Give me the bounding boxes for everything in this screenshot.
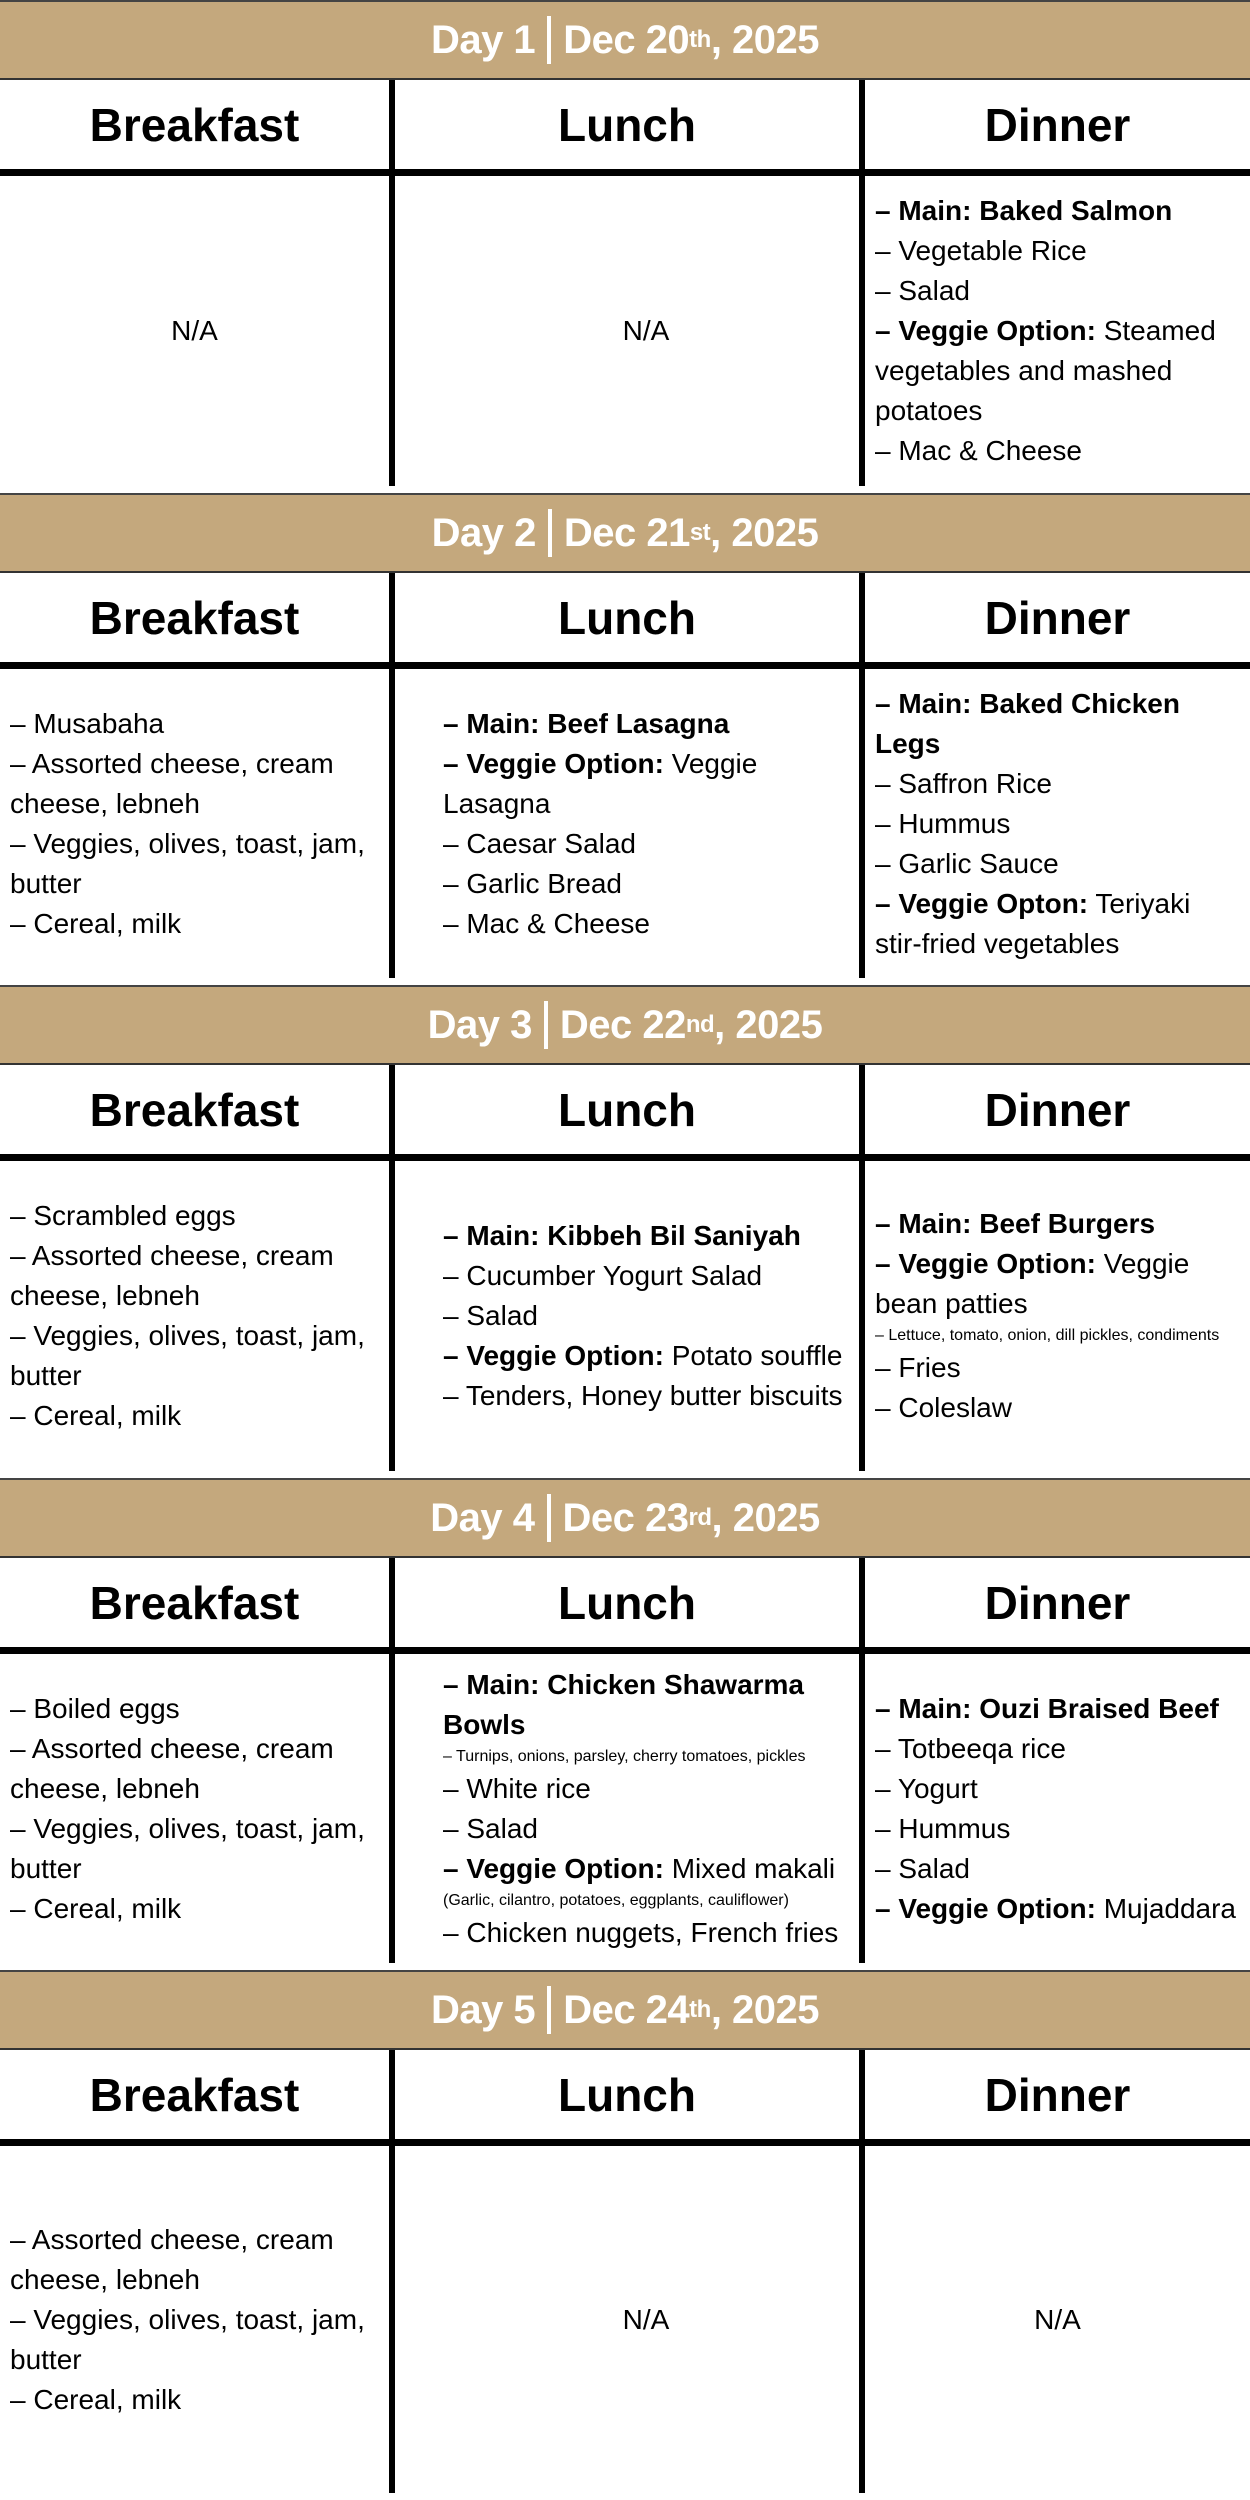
meal-cell-lunch	[389, 1161, 859, 1471]
meal-cell-lunch	[389, 176, 859, 486]
day-label: Day 3	[427, 1002, 532, 1047]
menu-item	[10, 1689, 379, 1729]
menu-item	[875, 311, 1240, 431]
not-available: N/A	[1034, 2303, 1081, 2335]
meal-header-row	[0, 2050, 1250, 2146]
menu-item	[875, 1324, 1240, 1348]
day-label: Day 1	[430, 17, 536, 62]
menu-item-note: – Turnips, onions, parsley, cherry tomatoes, pickles	[443, 1747, 806, 1765]
menu-item-text: – White rice	[443, 1772, 591, 1804]
menu-item-text: – Hummus	[875, 807, 1011, 839]
day-section	[0, 493, 1250, 985]
meal-cell-breakfast	[0, 669, 389, 978]
menu-item-bold: – Veggie Option:	[875, 315, 1096, 346]
meal-header-label: Breakfast	[89, 2068, 300, 2121]
menu-item	[443, 1256, 849, 1296]
meal-header-label: Breakfast	[89, 98, 300, 151]
day-year: , 2025	[711, 1495, 820, 1540]
meal-header-label: Lunch	[558, 1083, 696, 1136]
meal-header-lunch	[389, 1558, 859, 1647]
meal-header-label: Dinner	[984, 98, 1131, 151]
menu-item	[443, 1665, 849, 1745]
menu-item-bold: – Main: Baked Salmon	[875, 195, 1173, 226]
menu-item-text: – Boiled eggs	[10, 1692, 180, 1724]
menu-item-bold: – Main: Chicken Shawarma Bowls	[443, 1668, 805, 1740]
meal-cell-breakfast	[0, 176, 389, 486]
meal-header-row	[0, 1558, 1250, 1654]
menu-item-text: – Saffron Rice	[875, 767, 1052, 799]
day-section	[0, 1478, 1250, 1970]
menu-item-text: – Salad	[443, 1812, 538, 1844]
menu-item-bold: – Veggie Opton:	[875, 887, 1089, 919]
day-label: Day 5	[430, 1987, 536, 2032]
menu-item-text: – Veggies, olives, toast, jam, butter	[10, 1320, 365, 1391]
menu-item-text: – Tenders, Honey butter biscuits	[443, 1380, 843, 1411]
menu-item	[10, 904, 379, 944]
not-available: N/A	[622, 315, 670, 346]
meal-header-dinner	[859, 80, 1250, 169]
menu-item	[10, 1196, 379, 1236]
menu-item	[875, 1244, 1240, 1324]
menu-item-text: – Caesar Salad	[443, 827, 637, 859]
menu-item-bold: – Veggie Option:	[875, 1892, 1096, 1924]
meal-header-label: Dinner	[984, 1576, 1131, 1629]
menu-item-text: – Assorted cheese, cream cheese, lebneh	[10, 747, 334, 819]
meal-header-dinner	[859, 1558, 1250, 1647]
menu-item	[10, 2220, 379, 2300]
day-year: , 2025	[710, 1987, 820, 2032]
meal-cell-breakfast	[0, 1161, 389, 1471]
meal-cell-dinner	[859, 176, 1250, 486]
menu-item	[875, 804, 1240, 844]
menu-item	[875, 1204, 1240, 1244]
meal-header-label: Dinner	[984, 591, 1131, 644]
meal-header-label: Lunch	[558, 98, 696, 151]
menu-item-text: Teriyaki stir-fried vegetables	[875, 887, 1191, 959]
menu-item-text: Mujaddara	[1095, 1892, 1237, 1924]
day-section	[0, 985, 1250, 1478]
menu-item-text: – Veggies, olives, toast, jam, butter	[10, 827, 365, 899]
separator	[547, 16, 551, 64]
menu-item-bold: – Main: Kibbeh Bil Saniyah	[443, 1220, 801, 1251]
meal-cell-dinner	[859, 669, 1250, 978]
menu-item-text: – Fries	[875, 1352, 961, 1383]
menu-item-text: – Assorted cheese, cream cheese, lebneh	[10, 2223, 334, 2295]
separator	[548, 509, 552, 557]
meal-cell-breakfast	[0, 2146, 389, 2493]
menu-item-text: – Salad	[875, 275, 970, 306]
day-header: Day 1 Dec 20 th , 2025	[0, 0, 1250, 80]
meal-cell-lunch	[389, 669, 859, 978]
menu-item	[10, 2300, 379, 2380]
menu-item	[443, 864, 849, 904]
menu-item	[443, 1809, 849, 1849]
menu-item	[443, 1296, 849, 1336]
menu-item	[875, 1729, 1240, 1769]
menu-item	[875, 431, 1240, 471]
menu-item	[10, 1236, 379, 1316]
separator	[544, 1001, 548, 1049]
meal-header-dinner	[859, 2050, 1250, 2139]
menu-item-text: – Cucumber Yogurt Salad	[443, 1260, 763, 1291]
meal-header-label: Dinner	[984, 2068, 1131, 2121]
menu-item	[875, 1388, 1240, 1428]
menu-item-text: – Cereal, milk	[10, 907, 182, 939]
meal-header-label: Breakfast	[89, 591, 300, 644]
menu-item	[875, 191, 1240, 231]
meal-header-dinner	[859, 1065, 1250, 1154]
menu-item-text: – Cereal, milk	[10, 1400, 182, 1431]
menu-item-text: – Garlic Bread	[443, 867, 622, 899]
meal-header-label: Breakfast	[89, 1083, 300, 1136]
meal-content-row	[0, 176, 1250, 486]
menu-item	[875, 1849, 1240, 1889]
day-year: , 2025	[714, 1002, 823, 1047]
menu-item-bold: – Veggie Option:	[443, 1852, 664, 1884]
menu-item	[443, 1849, 849, 1889]
meal-header-dinner	[859, 573, 1250, 662]
not-available: N/A	[171, 315, 218, 346]
menu-item-bold: – Veggie Option:	[443, 1340, 664, 1371]
menu-item-bold: – Main: Beef Burgers	[875, 1208, 1156, 1239]
menu-item	[443, 1216, 849, 1256]
menu-item-text: – Musabaha	[10, 707, 165, 739]
menu-item	[875, 1809, 1240, 1849]
menu-item	[875, 684, 1240, 764]
menu-item-bold: – Veggie Option:	[443, 747, 664, 779]
meal-cell-lunch	[389, 1654, 859, 1963]
menu-item-text: Veggie Lasagna	[443, 747, 758, 819]
menu-item	[443, 1376, 849, 1416]
menu-item	[10, 704, 379, 744]
meal-content-row	[0, 669, 1250, 978]
day-year: , 2025	[710, 510, 819, 555]
menu-item	[10, 1729, 379, 1809]
day-header: Day 2 Dec 21 st , 2025	[0, 493, 1250, 573]
menu-item-text: – Salad	[875, 1852, 970, 1884]
day-year: , 2025	[710, 17, 820, 62]
meal-content-row	[0, 1161, 1250, 1471]
day-date: Dec 20	[563, 17, 690, 62]
menu-item-bold: – Main: Baked Chicken Legs	[875, 687, 1180, 759]
menu-item-text: Veggie bean patties	[875, 1248, 1190, 1319]
meal-header-row	[0, 80, 1250, 176]
menu-item	[875, 1889, 1240, 1929]
menu-item	[875, 231, 1240, 271]
menu-item	[875, 764, 1240, 804]
menu-item-text: – Scrambled eggs	[10, 1200, 236, 1231]
menu-item	[443, 744, 849, 824]
menu-item-text: – Chicken nuggets, French fries	[443, 1916, 839, 1948]
meal-cell-breakfast	[0, 1654, 389, 1963]
meal-cell-dinner	[859, 1161, 1250, 1471]
menu-item-text: Mixed makali	[663, 1852, 836, 1884]
meal-header-lunch	[389, 80, 859, 169]
menu-item-text: Steamed vegetables and mashed potatoes	[875, 315, 1216, 426]
meal-content-row	[0, 1654, 1250, 1963]
menu-item	[875, 1689, 1240, 1729]
day-header: Day 3 Dec 22 nd , 2025	[0, 985, 1250, 1065]
menu-item-text: – Totbeeqa rice	[875, 1732, 1066, 1764]
meal-cell-lunch	[389, 2146, 859, 2493]
meal-header-lunch	[389, 2050, 859, 2139]
meal-header-row	[0, 573, 1250, 669]
menu-item	[443, 1913, 849, 1953]
menu-item-text: – Coleslaw	[875, 1392, 1012, 1423]
separator	[547, 1494, 551, 1542]
menu-item-bold: – Main: Ouzi Braised Beef	[875, 1692, 1219, 1724]
meal-cell-dinner	[859, 2146, 1250, 2493]
menu-item	[443, 1769, 849, 1809]
menu-item	[443, 704, 849, 744]
separator	[547, 1986, 551, 2034]
menu-item-text: – Veggies, olives, toast, jam, butter	[10, 2303, 365, 2375]
menu-item-note: (Garlic, cilantro, potatoes, eggplants, cauliflower)	[443, 1891, 789, 1909]
menu-item-text: – Mac & Cheese	[875, 435, 1082, 466]
menu-item	[443, 1889, 849, 1913]
menu-item-text: – Garlic Sauce	[875, 847, 1059, 879]
menu-item	[10, 1809, 379, 1889]
menu-item	[875, 1348, 1240, 1388]
menu-item-text: – Veggies, olives, toast, jam, butter	[10, 1812, 365, 1884]
meal-header-lunch	[389, 573, 859, 662]
day-date: Dec 21	[563, 510, 690, 555]
meal-header-breakfast	[0, 1065, 389, 1154]
menu-item-text: – Cereal, milk	[10, 2383, 182, 2415]
menu-item	[10, 2380, 379, 2420]
meal-header-breakfast	[0, 2050, 389, 2139]
menu-item-bold: – Main: Beef Lasagna	[443, 707, 730, 739]
day-label: Day 2	[431, 510, 536, 555]
menu-item	[10, 1396, 379, 1436]
not-available: N/A	[622, 2303, 670, 2335]
meal-header-label: Lunch	[558, 1576, 696, 1629]
day-date: Dec 24	[563, 1987, 690, 2032]
day-date: Dec 23	[562, 1495, 689, 1540]
menu-item	[10, 744, 379, 824]
meal-content-row	[0, 2146, 1250, 2493]
menu-item	[875, 844, 1240, 884]
menu-item-text: – Assorted cheese, cream cheese, lebneh	[10, 1240, 334, 1311]
day-section	[0, 0, 1250, 493]
meal-header-breakfast	[0, 80, 389, 169]
menu-item	[10, 1889, 379, 1929]
meal-header-breakfast	[0, 573, 389, 662]
menu-item	[10, 1316, 379, 1396]
day-section	[0, 1970, 1250, 2500]
day-date: Dec 22	[559, 1002, 686, 1047]
meal-header-label: Lunch	[558, 591, 696, 644]
menu-item-text: – Cereal, milk	[10, 1892, 182, 1924]
day-header: Day 5 Dec 24 th , 2025	[0, 1970, 1250, 2050]
meal-cell-dinner	[859, 1654, 1250, 1963]
menu-item	[443, 904, 849, 944]
menu-item	[10, 824, 379, 904]
day-label: Day 4	[430, 1495, 535, 1540]
menu-item-text: – Mac & Cheese	[443, 907, 650, 939]
menu-item	[875, 1769, 1240, 1809]
menu-item-note: – Lettuce, tomato, onion, dill pickles, condiments	[875, 1327, 1220, 1344]
menu-item-bold: – Veggie Option:	[875, 1248, 1096, 1279]
menu-item-text: – Yogurt	[875, 1772, 978, 1804]
menu-item-text: Potato souffle	[663, 1340, 843, 1371]
meal-header-label: Lunch	[558, 2068, 696, 2121]
menu-item-text: – Hummus	[875, 1812, 1011, 1844]
meal-header-lunch	[389, 1065, 859, 1154]
menu-item	[443, 1745, 849, 1769]
day-header: Day 4 Dec 23 rd , 2025	[0, 1478, 1250, 1558]
menu-item	[443, 824, 849, 864]
menu-item-text: – Assorted cheese, cream cheese, lebneh	[10, 1732, 334, 1804]
menu-item-text: – Salad	[443, 1300, 538, 1331]
meal-header-label: Dinner	[984, 1083, 1131, 1136]
menu-item	[443, 1336, 849, 1376]
menu-item-text: – Vegetable Rice	[875, 235, 1087, 266]
menu-item	[875, 884, 1240, 964]
menu-item	[875, 271, 1240, 311]
meal-header-breakfast	[0, 1558, 389, 1647]
meal-header-label: Breakfast	[89, 1576, 300, 1629]
meal-header-row	[0, 1065, 1250, 1161]
